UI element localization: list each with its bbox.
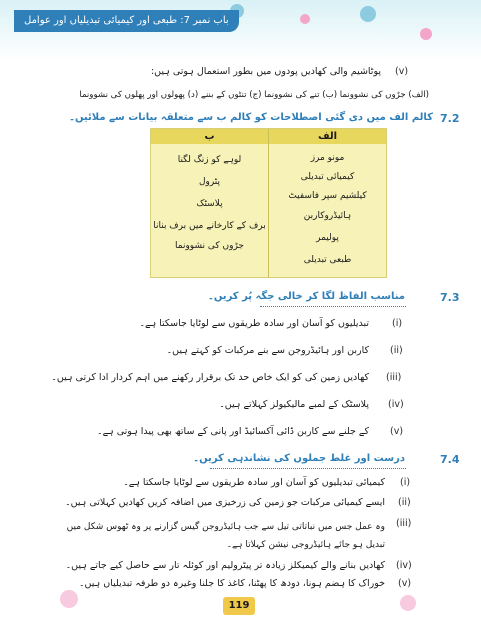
matching-table — [150, 128, 387, 278]
chapter-header: باب نمبر 7: طبعی اور کیمیائی تبدیلیاں اور عوامل — [14, 10, 239, 32]
column-a-cell: ہائیڈروکاربن — [303, 211, 352, 221]
item-number: (i) — [400, 477, 411, 488]
section-title: مناسب الفاظ لگا کر خالی جگہ پُر کریں۔ — [207, 291, 405, 302]
section-number: 7.4 — [440, 453, 460, 466]
column-b-cell: جڑوں کی نشوونما — [175, 241, 244, 251]
column-b-cell: پٹرول — [198, 177, 221, 187]
question-options: (الف) جڑوں کی نشوونما (ب) تنے کی نشوونما (ج) تنٹوں کے بننے (د) پھولوں اور پھلوں کی نشوونما — [79, 90, 429, 100]
fill-blank-item: کھادیں زمین کی کو ایک خاص حد تک برقرار رکھنے میں اہم کردار ادا کرتی ہیں۔ — [51, 372, 369, 383]
true-false-item: ایسے کیمیائی مرکبات جو زمین کی زرخیزی میں اضافہ کریں کھادیں کہلاتی ہیں۔ — [65, 497, 385, 508]
item-number: (iii) — [396, 518, 412, 529]
section-title: کالم الف میں دی گئی اصطلاحات کو کالم ب سے متعلقہ بیانات سے ملائیں۔ — [69, 112, 433, 123]
true-false-item: خوراک کا ہضم ہونا، دودھ کا پھٹنا، کاغذ کا جلنا وغیرہ دو طرفہ تبدیلیاں ہیں۔ — [78, 578, 385, 589]
true-false-item: کھادیں بنانے والے کیمیکلز زیادہ تر پیٹرولیم اور کوئلہ تار سے حاصل کیے جاتے ہیں۔ — [65, 560, 385, 571]
item-number: (i) — [392, 318, 403, 329]
item-number: (v) — [390, 426, 404, 437]
column-b-cell: برف کے کارخانے میں برف بنانا — [153, 221, 266, 231]
section-number: 7.3 — [440, 291, 460, 304]
true-false-item: وہ عمل جس میں نباتاتی تیل سے جب ہائیڈروجن گیس گزارنے پر وہ ٹھوس شکل میں تبدیل ہو جائے ہائیڈروجی نیشن کہلاتا ہے۔ — [66, 522, 385, 550]
molecule-decoration — [60, 590, 78, 608]
question-text: پوٹاشیم والی کھادیں پودوں میں بطور استعمال ہوتی ہیں: — [150, 66, 381, 77]
item-number: (v) — [398, 578, 412, 589]
molecule-decoration — [420, 28, 432, 40]
column-b-cell: پلاسٹک — [196, 199, 223, 209]
fill-blank-item: پلاسٹک کے لمبے مالیکیولز کہلاتے ہیں۔ — [219, 399, 369, 410]
true-false-item: کیمیائی تبدیلیوں کو آسان اور سادہ طریقوں سے لوٹایا جاسکتا ہے۔ — [123, 477, 385, 488]
column-a-cell: پولیمر — [316, 233, 339, 243]
item-number: (iv) — [388, 399, 404, 410]
column-a-cell: مونو مرز — [310, 153, 345, 163]
column-a-cell: کیلشیم سپر فاسفیٹ — [288, 191, 367, 201]
column-a-cell: طبعی تبدیلی — [303, 255, 352, 265]
item-number: (iii) — [386, 372, 402, 383]
molecule-decoration — [360, 6, 376, 22]
column-a-cell: کیمیائی تبدیلی — [300, 172, 355, 182]
fill-blank-item: کے جلنے سے کاربن ڈائی آکسائیڈ اور پانی کے ساتھ بھی پیدا ہوتی ہے۔ — [97, 426, 369, 437]
item-number: (ii) — [390, 345, 403, 356]
molecule-decoration — [400, 595, 416, 611]
section-number: 7.2 — [440, 112, 460, 125]
column-b-cell: لوہے کو زنگ لگنا — [177, 155, 242, 165]
section-title: درست اور غلط جملوں کی نشاندہی کریں۔ — [193, 453, 405, 464]
fill-blank-item: کاربن اور ہائیڈروجن سے بنے مرکبات کو کہتے ہیں۔ — [166, 345, 369, 356]
item-number: (ii) — [398, 497, 411, 508]
molecule-decoration — [300, 14, 310, 24]
section-underline — [210, 468, 406, 469]
item-number: (iv) — [396, 560, 412, 571]
question-number: (v) — [395, 66, 409, 77]
fill-blank-item: تبدیلیوں کو آسان اور سادہ طریقوں سے لوٹایا جاسکتا ہے۔ — [139, 318, 369, 329]
section-underline — [260, 306, 406, 307]
page-number: 119 — [223, 597, 255, 615]
column-b-header: ب — [151, 129, 268, 144]
column-a-header: الف — [269, 129, 386, 144]
